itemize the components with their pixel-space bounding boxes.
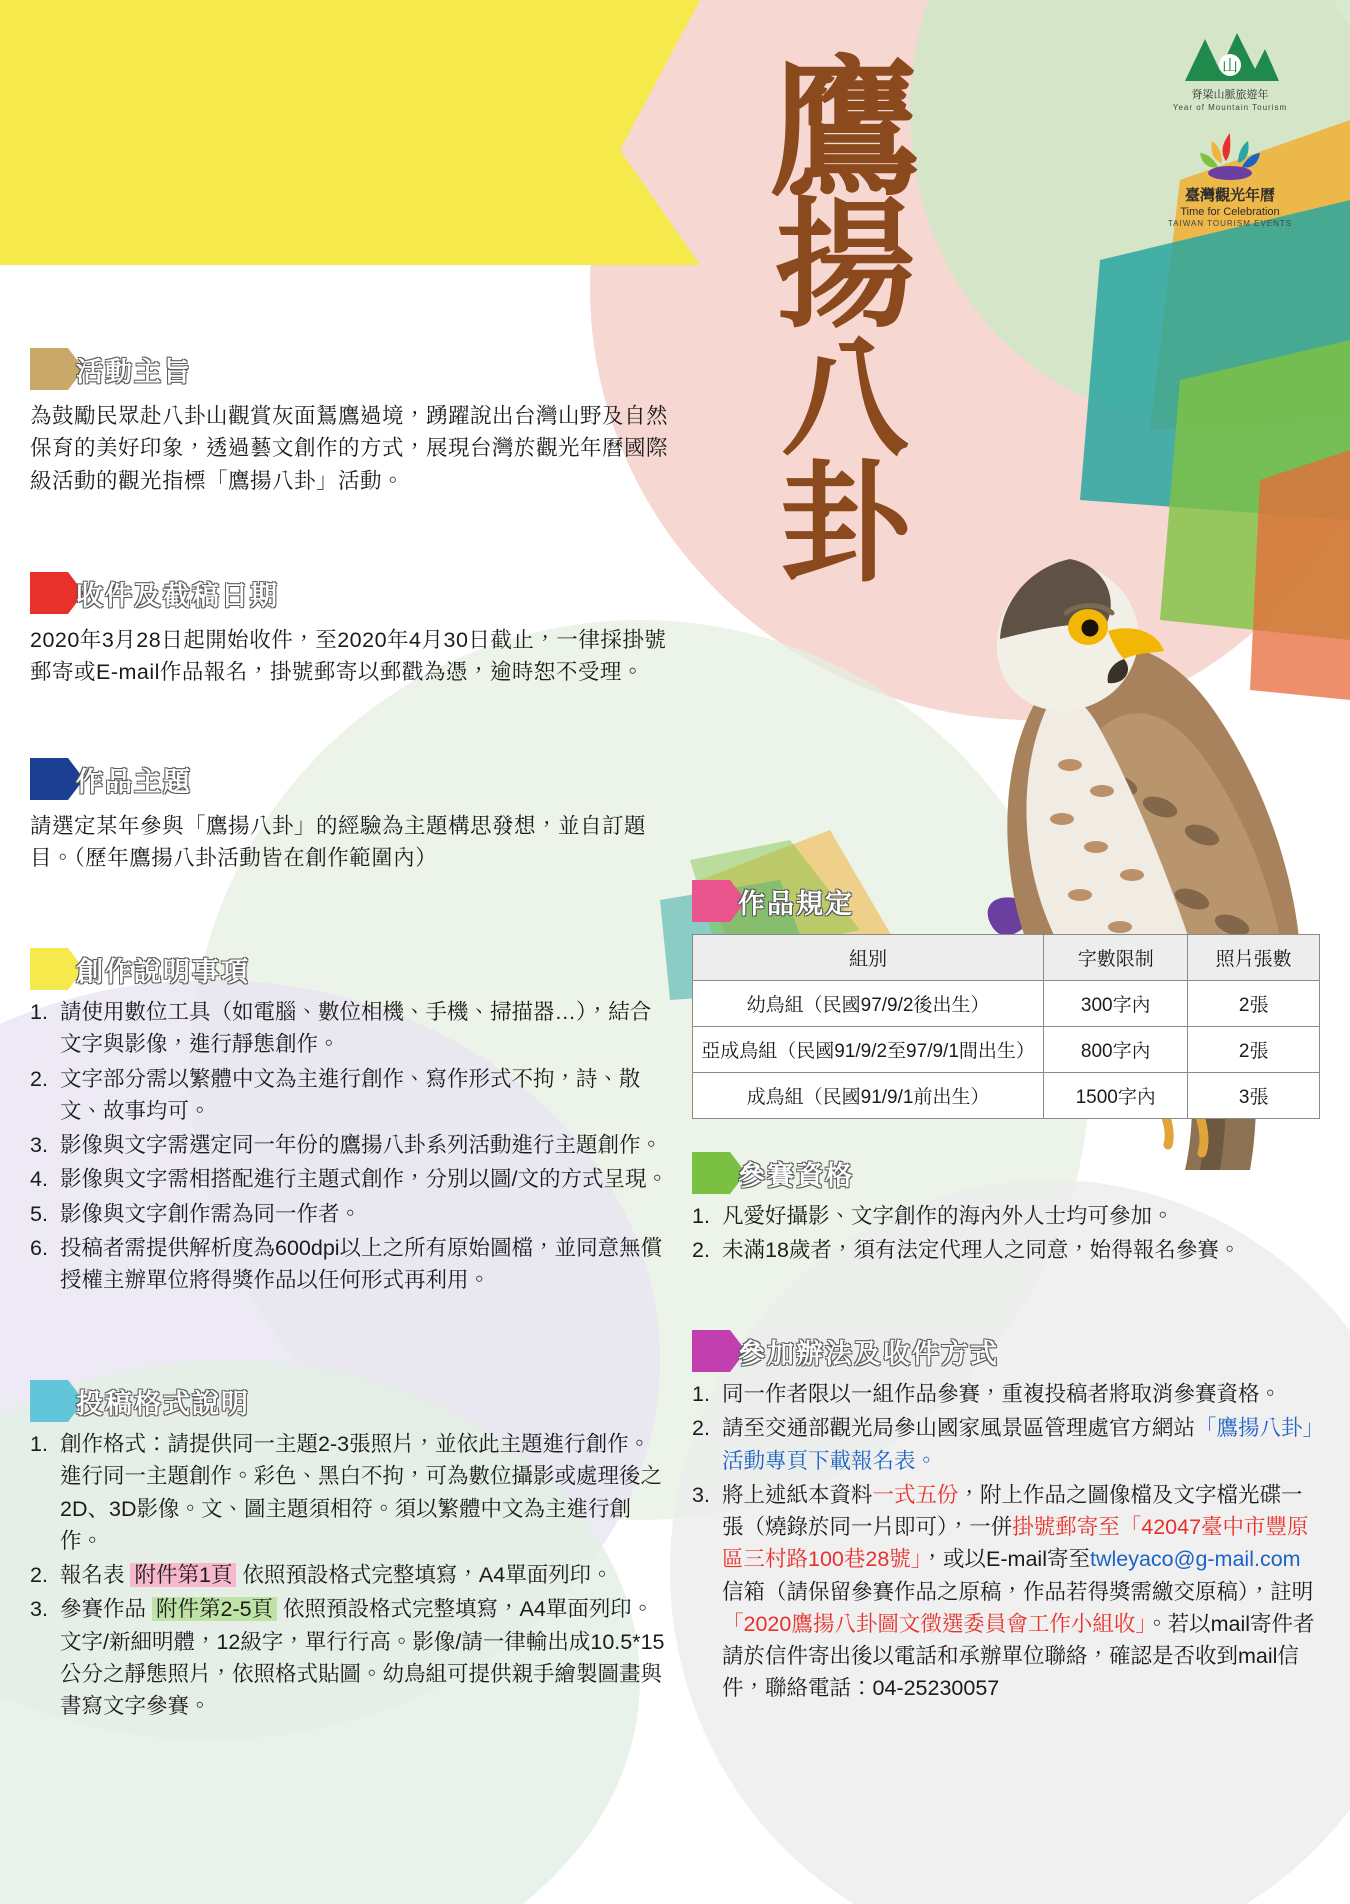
list-item: 凡愛好攝影、文字創作的海內外人士均可參加。	[722, 1204, 1174, 1228]
body-text: ，或以E-mail寄至	[921, 1547, 1090, 1572]
section-title: 參加辦法及收件方式	[738, 1339, 999, 1370]
table-cell: 2張	[1188, 981, 1320, 1027]
hero-char-1: 鷹	[769, 43, 920, 217]
header-banner	[0, 0, 700, 265]
list-item: 影像與文字創作需為同一作者。	[60, 1201, 362, 1226]
section-title: 作品主題	[76, 767, 192, 798]
list-item	[30, 1428, 670, 1557]
format-list	[30, 1428, 670, 1722]
body-text: 請至交通部觀光局參山國家風景區管理處官方網站	[722, 1416, 1196, 1441]
section-title: 作品規定	[738, 889, 854, 920]
body-text: ，附上作品之圖像檔及文字檔光碟一張（燒錄於同一片即可），一併	[722, 1482, 1303, 1539]
svg-text:山: 山	[1221, 56, 1239, 75]
table-header-row	[693, 935, 1320, 981]
section-title: 創作說明事項	[76, 957, 250, 988]
table-row	[693, 1073, 1320, 1119]
table-cell: 800字內	[1044, 1027, 1188, 1073]
section-deadline	[30, 572, 670, 689]
section-creation-notes	[30, 948, 670, 1298]
section-theme	[30, 758, 670, 875]
mountain-icon	[1175, 25, 1285, 87]
section-title: 收件及截稿日期	[76, 581, 279, 612]
list-item: 未滿18歲者，須有法定代理人之同意，始得報名參賽。	[722, 1238, 1241, 1263]
section-body: 請選定某年參與「鷹揚八卦」的經驗為主題構思發想，並自訂題目。（歷年鷹揚八卦活動皆在創作範圍內）	[30, 814, 647, 871]
table-cell: 2張	[1188, 1027, 1320, 1073]
table-header-cell: 字數限制	[1044, 935, 1188, 981]
section-title: 參賽資格	[738, 1161, 854, 1192]
specs-table	[692, 934, 1320, 1119]
body-text: 報名表	[60, 1563, 131, 1587]
howto-list	[692, 1378, 1320, 1705]
table-row	[693, 981, 1320, 1027]
table-header-cell: 組別	[693, 935, 1044, 981]
table-cell: 1500字內	[1044, 1073, 1188, 1119]
body-text: 依照預設格式完整填寫，A4單面列印。文字/新細明體，12級字，單行行高。影像/請一律輸出成10.5*15公分之靜態照片，依照格式貼圖。幼鳥組可提供親手繪製圖畫與書寫文字參賽。	[60, 1597, 665, 1718]
list-item: 文字部分需以繁體中文為主進行創作、寫作形式不拘，詩、散文、故事均可。	[60, 1066, 641, 1123]
section-format	[30, 1380, 670, 1724]
hero-char-2: 揚	[774, 185, 915, 348]
eligibility-list	[692, 1200, 1320, 1267]
list-item	[692, 1378, 1320, 1410]
taiwan-tourism-events-logo	[1140, 127, 1320, 230]
hero-char-4: 卦	[779, 448, 910, 600]
body-text: 創作格式：請提供同一主題2-3張照片，並依此主題進行創作。進行同一主題創作。彩色、黑白不拘，可為數位攝影或處理後之2D、3D影像。文、圖主題須相符。須以繁體中文為主進行創作。	[60, 1432, 663, 1553]
hero-char-3: 八	[779, 322, 910, 474]
logo-group	[1140, 25, 1320, 243]
table-cell: 3張	[1188, 1073, 1320, 1119]
table-row	[693, 1027, 1320, 1073]
list-item	[30, 1559, 670, 1591]
section-body: 2020年3月28日起開始收件，至2020年4月30日截止，一律採掛號郵寄或E-mail作品報名，掛號郵寄以郵戳為憑，逾時恕不受理。	[30, 628, 667, 685]
logo-caption-zh: 臺灣觀光年曆	[1184, 186, 1275, 204]
table-cell: 幼鳥組（民國97/9/2後出生）	[693, 981, 1044, 1027]
hero-title	[730, 43, 960, 600]
body-text: 依照預設格式完整填寫，A4單面列印。	[236, 1563, 613, 1587]
emphasis-text: 「鷹揚八卦」活動專頁下載報名表。	[722, 1416, 1314, 1473]
emphasis-text: twleyaco@g-mail.com	[1089, 1547, 1301, 1572]
list-item	[30, 1593, 670, 1722]
year-of-mountain-tourism-logo	[1140, 25, 1320, 113]
section-title: 投稿格式說明	[76, 1389, 250, 1420]
table-header-cell: 照片張數	[1188, 935, 1320, 981]
list-item: 影像與文字需選定同一年份的鷹揚八卦系列活動進行主題創作。	[60, 1133, 663, 1157]
emphasis-text: 附件第2-5頁	[152, 1597, 277, 1621]
celebration-icon	[1182, 127, 1278, 185]
body-text: 。若以mail寄件者請於信件寄出後以電話和承辦單位聯絡，確認是否收到mail信件，聯絡電話：04-25230057	[722, 1611, 1315, 1701]
section-title: 活動主旨	[76, 357, 192, 388]
logo-caption-en: Year of Mountain Tourism	[1172, 102, 1288, 112]
logo-caption-en: Time for Celebration	[1180, 205, 1280, 218]
emphasis-text: 一式五份	[872, 1482, 959, 1507]
table-cell: 300字內	[1044, 981, 1188, 1027]
section-rules	[692, 880, 1320, 1119]
list-item	[692, 1412, 1320, 1477]
section-eligibility	[692, 1152, 1320, 1269]
list-item	[692, 1479, 1320, 1705]
emphasis-text: 「2020鷹揚八卦圖文徵選委員會工作小組收」	[722, 1611, 1147, 1636]
body-text: 信箱（請保留參賽作品之原稿，作品若得獎需繳交原稿），註明	[722, 1579, 1314, 1604]
emphasis-text: 附件第1頁	[130, 1563, 236, 1587]
body-text: 參賽作品	[60, 1597, 152, 1622]
body-text: 將上述紙本資料	[722, 1482, 873, 1507]
section-purpose	[30, 348, 670, 497]
section-howto	[692, 1330, 1320, 1707]
table-cell: 成鳥組（民國91/9/1前出生）	[693, 1073, 1044, 1119]
emphasis-text: 掛號郵寄至「42047臺中市豐原區三村路100巷28號」	[722, 1515, 1309, 1572]
list-item: 影像與文字需相搭配進行主題式創作，分別以圖/文的方式呈現。	[60, 1167, 668, 1192]
body-text: 同一作者限以一組作品參賽，重複投稿者將取消參賽資格。	[722, 1382, 1282, 1406]
logo-caption-sub: TAIWAN TOURISM EVENTS	[1167, 219, 1293, 229]
logo-caption-zh: 脊梁山脈旅遊年	[1191, 89, 1269, 101]
creation-notes-list	[30, 996, 670, 1296]
section-body: 為鼓勵民眾赴八卦山觀賞灰面鵟鷹過境，踴躍說出台灣山野及自然保育的美好印象，透過藝文創作的方式，展現台灣於觀光年曆國際級活動的觀光指標「鷹揚八卦」活動。	[30, 404, 669, 493]
list-item: 請使用數位工具（如電腦、數位相機、手機、掃描器…），結合文字與影像，進行靜態創作。	[60, 1000, 652, 1057]
table-cell: 亞成鳥組（民國91/9/2至97/9/1間出生）	[693, 1027, 1044, 1073]
list-item: 投稿者需提供解析度為600dpi以上之所有原始圖檔，並同意無償授權主辦單位將得獎作品以任何形式再利用。	[60, 1235, 663, 1292]
